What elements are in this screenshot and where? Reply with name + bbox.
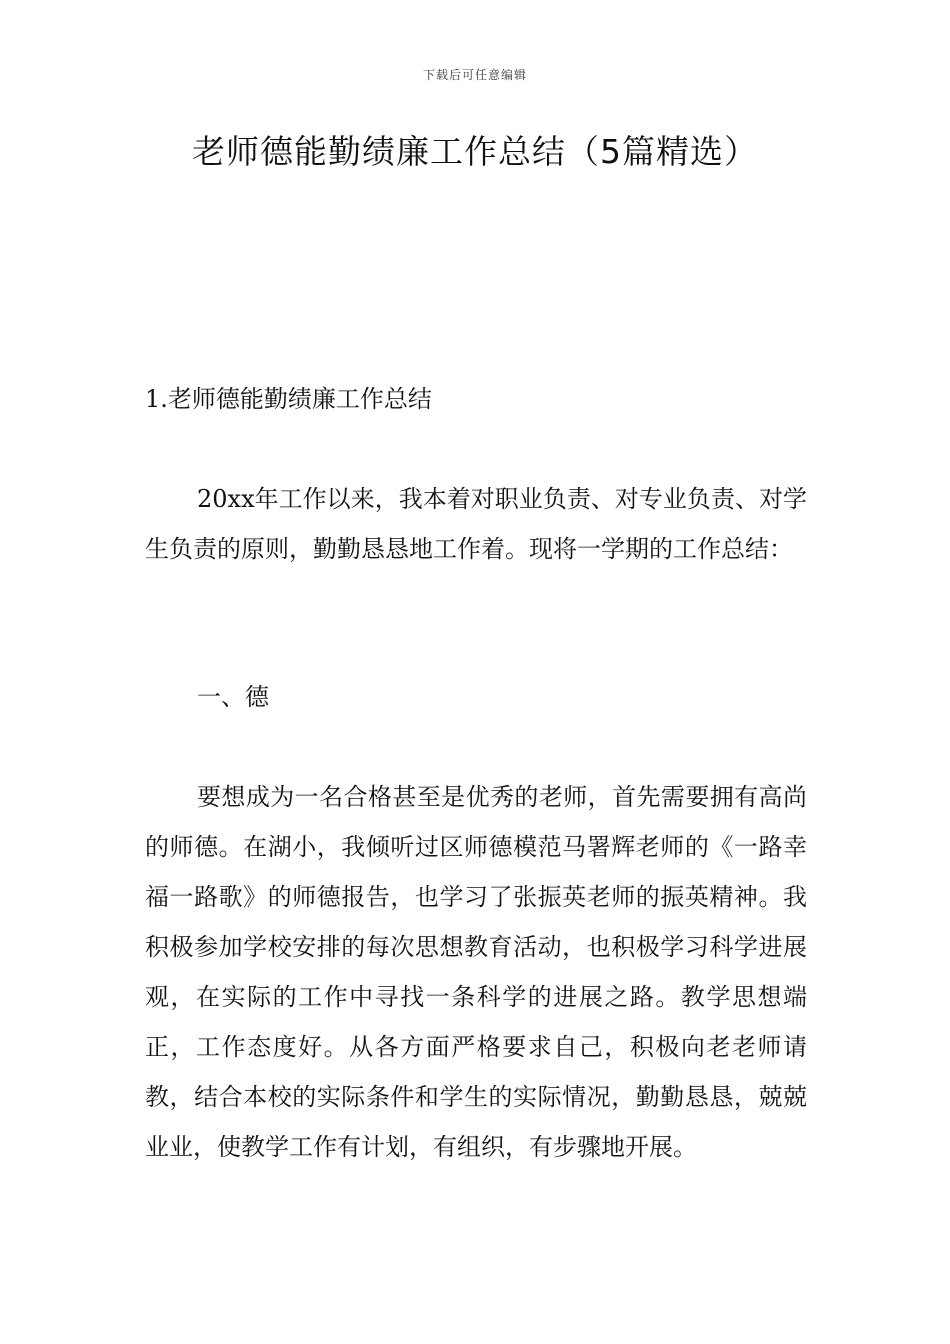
document-title: 老师德能勤绩廉工作总结（5篇精选） — [192, 132, 758, 171]
section-heading: 1.老师德能勤绩廉工作总结 — [145, 385, 432, 413]
body-paragraph: 要想成为一名合格甚至是优秀的老师，首先需要拥有高尚的师德。在湖小，我倾听过区师德模范马署辉老师的《一路幸福一路歌》的师德报告，也学习了张振英老师的振英精神。我积极参加学校安排的每次思想教育活动，也积极学习科学进展观，在实际的工作中寻找一条科学的进展之路。教学思想端正，工作态度好。从各方面严格要求自己，积极向老老师请教，结合本校的实际条件和学生的实际情况，勤勤恳恳，兢兢业业，使教学工作有计划，有组织，有步骤地开展。 — [145, 783, 807, 1161]
intro-paragraph: 20xx年工作以来，我本着对职业负责、对专业负责、对学生负责的原则，勤勤恳恳地工作着。现将一学期的工作总结： — [145, 485, 807, 563]
sub-heading-de: 一、德 — [197, 683, 269, 711]
header-note: 下载后可任意编辑 — [422, 68, 527, 82]
